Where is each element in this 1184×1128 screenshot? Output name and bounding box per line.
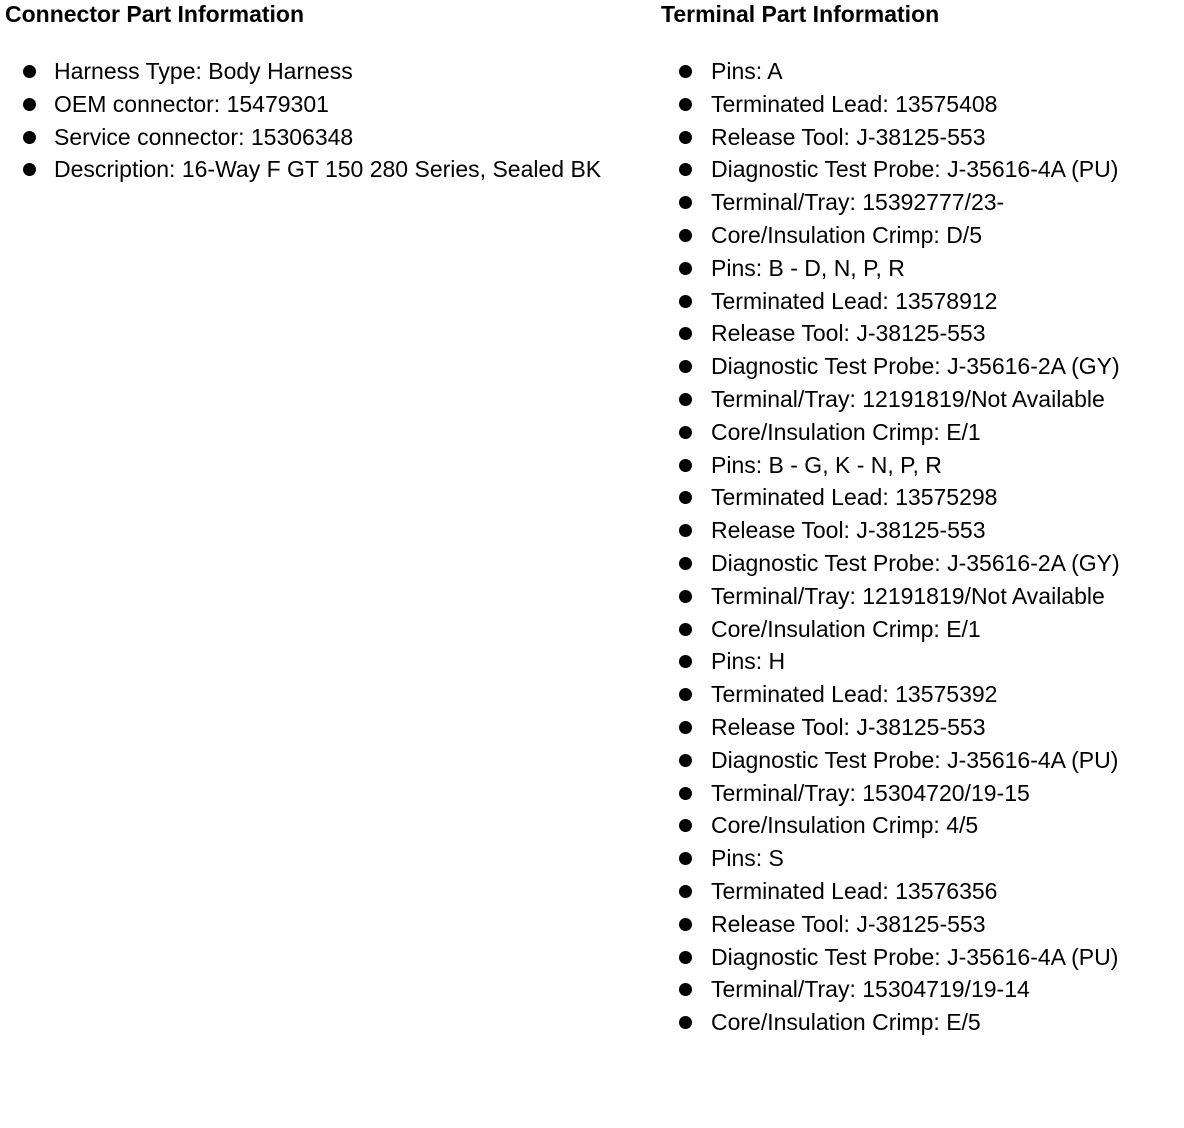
list-item-text: Terminated Lead: 13575298: [711, 484, 998, 511]
list-item: [661, 252, 1181, 285]
bullet-icon: [679, 262, 692, 275]
bullet-icon: [23, 98, 36, 111]
list-item-text: Terminal/Tray: 15304719/19-14: [711, 976, 1030, 1003]
list-item: [661, 317, 1181, 350]
list-item: [661, 481, 1181, 514]
terminal-section: [661, 0, 1181, 1039]
bullet-icon: [679, 688, 692, 701]
bullet-icon: [679, 623, 692, 636]
bullet-icon: [679, 360, 692, 373]
list-item: [661, 219, 1181, 252]
connector-info-list: [5, 55, 655, 186]
list-item: [661, 153, 1181, 186]
bullet-icon: [679, 852, 692, 865]
list-item: [661, 350, 1181, 383]
list-item-text: Terminal/Tray: 12191819/Not Available: [711, 385, 1105, 412]
list-item-text: Diagnostic Test Probe: J-35616-2A (GY): [711, 353, 1120, 380]
bullet-icon: [679, 918, 692, 931]
list-item-text: Release Tool: J-38125-553: [711, 910, 986, 937]
terminal-info-list: [661, 55, 1181, 1039]
list-item: [661, 973, 1181, 1006]
list-item: [661, 842, 1181, 875]
list-item-text: Pins: S: [711, 845, 784, 872]
bullet-icon: [679, 65, 692, 78]
list-item: [661, 285, 1181, 318]
list-item-text: Pins: B - G, K - N, P, R: [711, 451, 942, 478]
bullet-icon: [679, 754, 692, 767]
bullet-icon: [679, 819, 692, 832]
list-item: [661, 875, 1181, 908]
bullet-icon: [23, 131, 36, 144]
list-item-text: OEM connector: 15479301: [54, 90, 329, 117]
bullet-icon: [679, 295, 692, 308]
list-item: [5, 153, 655, 186]
list-item: [661, 449, 1181, 482]
list-item: [661, 678, 1181, 711]
list-item: [661, 941, 1181, 974]
bullet-icon: [23, 163, 36, 176]
bullet-icon: [679, 721, 692, 734]
bullet-icon: [679, 1016, 692, 1029]
bullet-icon: [679, 98, 692, 111]
bullet-icon: [679, 327, 692, 340]
bullet-icon: [679, 557, 692, 570]
bullet-icon: [679, 590, 692, 603]
list-item-text: Diagnostic Test Probe: J-35616-4A (PU): [711, 156, 1119, 183]
list-item: [661, 908, 1181, 941]
list-item-text: Terminated Lead: 13575408: [711, 90, 998, 117]
list-item-text: Pins: A: [711, 58, 783, 84]
list-item: [661, 547, 1181, 580]
bullet-icon: [679, 491, 692, 504]
list-item-text: Pins: H: [711, 648, 786, 675]
bullet-icon: [679, 787, 692, 800]
bullet-icon: [679, 163, 692, 176]
list-item: [661, 613, 1181, 646]
list-item-text: Terminal/Tray: 15392777/23-: [711, 189, 1005, 216]
list-item-text: Release Tool: J-38125-553: [711, 123, 986, 150]
list-item-text: Terminal/Tray: 15304720/19-15: [711, 779, 1030, 806]
bullet-icon: [679, 459, 692, 472]
list-item-text: Terminated Lead: 13575392: [711, 681, 998, 708]
list-item: [661, 580, 1181, 613]
list-item: [661, 1006, 1181, 1039]
list-item: [661, 645, 1181, 678]
list-item-text: Description: 16-Way F GT 150 280 Series, Sealed BK: [54, 156, 602, 183]
list-item-text: Release Tool: J-38125-553: [711, 320, 986, 347]
list-item: [5, 88, 655, 121]
list-item: [661, 514, 1181, 547]
bullet-icon: [679, 131, 692, 144]
terminal-group: [661, 449, 1181, 646]
list-item-text: Core/Insulation Crimp: D/5: [711, 221, 982, 248]
list-item-text: Release Tool: J-38125-553: [711, 713, 986, 740]
bullet-icon: [679, 983, 692, 996]
list-item: [661, 744, 1181, 777]
bullet-icon: [679, 393, 692, 406]
list-item: [661, 777, 1181, 810]
list-item: [5, 55, 655, 88]
list-item-text: Diagnostic Test Probe: J-35616-4A (PU): [711, 746, 1119, 773]
bullet-icon: [679, 229, 692, 242]
bullet-icon: [23, 65, 36, 78]
list-item-text: Harness Type: Body Harness: [54, 58, 353, 84]
list-item-text: Diagnostic Test Probe: J-35616-4A (PU): [711, 943, 1119, 970]
list-item-text: Core/Insulation Crimp: E/5: [711, 1009, 981, 1036]
list-item: [661, 383, 1181, 416]
list-item: [661, 121, 1181, 154]
bullet-icon: [679, 524, 692, 537]
bullet-icon: [679, 655, 692, 668]
list-item-text: Core/Insulation Crimp: E/1: [711, 418, 981, 445]
terminal-section-title: Terminal Part Information: [661, 1, 940, 27]
list-item-text: Core/Insulation Crimp: 4/5: [711, 812, 979, 839]
list-item: [661, 88, 1181, 121]
list-item: [661, 711, 1181, 744]
bullet-icon: [679, 196, 692, 209]
list-item: [661, 416, 1181, 449]
list-item: [661, 186, 1181, 219]
list-item-text: Diagnostic Test Probe: J-35616-2A (GY): [711, 549, 1120, 576]
list-item: [661, 809, 1181, 842]
list-item-text: Terminated Lead: 13576356: [711, 877, 998, 904]
connector-section: [5, 0, 655, 186]
connector-section-title: Connector Part Information: [5, 1, 305, 27]
list-item: [661, 55, 1181, 88]
terminal-group: [661, 55, 1181, 252]
bullet-icon: [679, 885, 692, 898]
list-item-text: Release Tool: J-38125-553: [711, 517, 986, 544]
bullet-icon: [679, 426, 692, 439]
list-item-text: Pins: B - D, N, P, R: [711, 254, 905, 281]
terminal-group: [661, 252, 1181, 449]
list-item-text: Terminated Lead: 13578912: [711, 287, 998, 314]
list-item: [5, 121, 655, 154]
list-item-text: Service connector: 15306348: [54, 123, 354, 150]
bullet-icon: [679, 951, 692, 964]
terminal-group: [661, 842, 1181, 1039]
list-item-text: Core/Insulation Crimp: E/1: [711, 615, 981, 642]
terminal-group: [661, 645, 1181, 842]
list-item-text: Terminal/Tray: 12191819/Not Available: [711, 582, 1105, 609]
